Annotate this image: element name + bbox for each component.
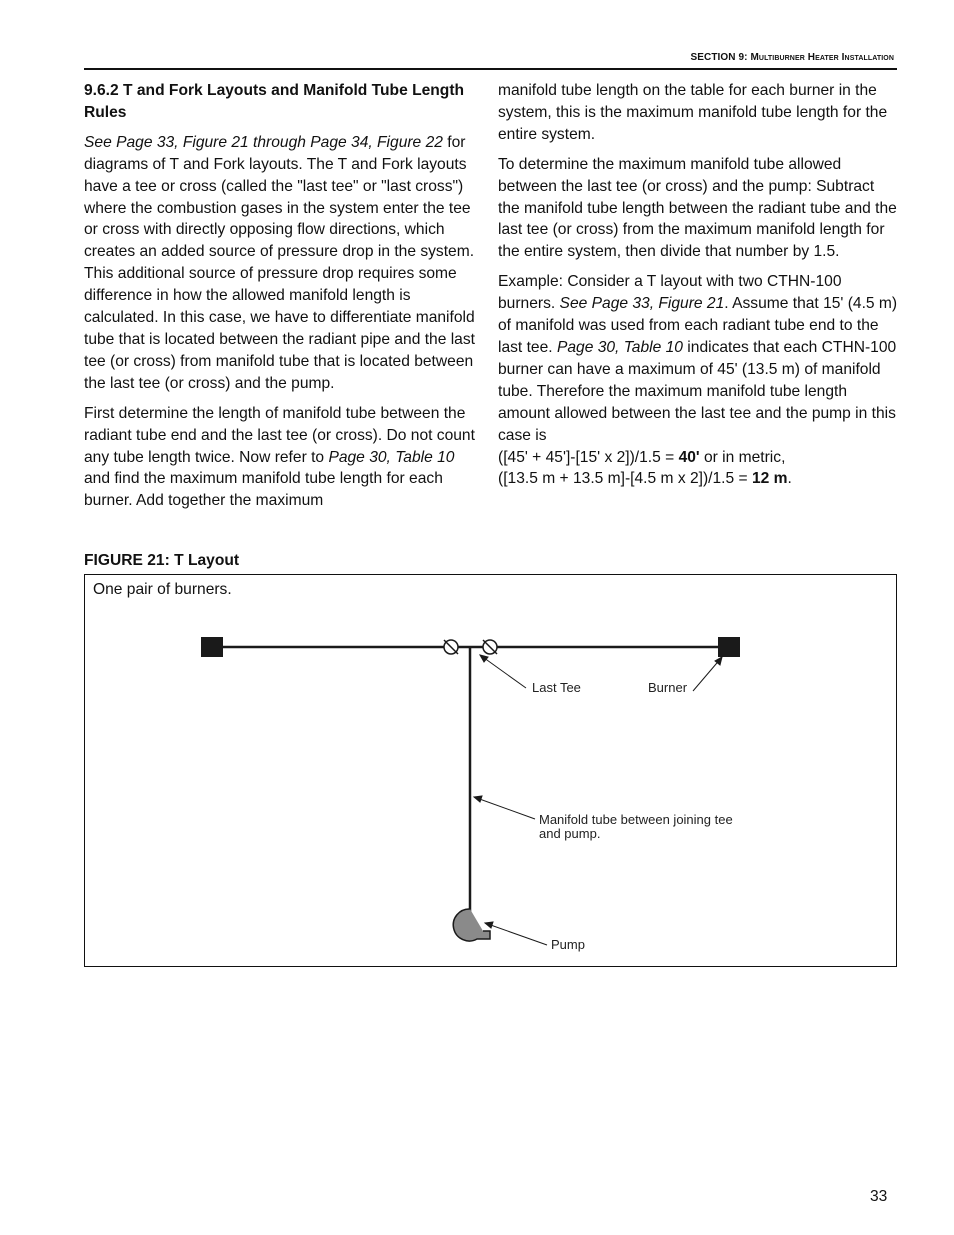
right-paragraph-1: manifold tube length on the table for each burner in the system, this is the maximum manifold tube length for the entire system. bbox=[498, 82, 888, 143]
left-paragraph-1: See Page 33, Figure 21 through Page 34, Figure 22 for diagrams of T and Fork layouts. The T and Fork layouts have a tee or cross (called the "last tee" or "last cross") where the combustion gases in the system enter the tee or cross with directly opposing flow directions, which creates an added source of pressure drop in the system. This additional source of pressure drop requires some difference in how the allowed manifold length is calculated. In this case, we have to differentiate manifold tube that is located between the radiant pipe and the last tee (or cross) from manifold tube that is located between the last tee (or cross) and the pump. bbox=[84, 133, 475, 392]
pump-arrowhead bbox=[485, 922, 493, 928]
pump-leader bbox=[485, 923, 547, 945]
last-tee-coupling-left bbox=[444, 640, 458, 654]
figure-title: FIGURE 21: T Layout bbox=[84, 552, 240, 569]
figure-reference: See Page 33, Figure 21 through Page 34, Figure 22 bbox=[84, 133, 443, 151]
section-prefix: SECTION 9: bbox=[690, 52, 751, 63]
label-manifold-line1: Manifold tube between joining tee bbox=[539, 812, 733, 827]
section-heading: 9.6.2 T and Fork Layouts and Manifold Tube Length Rules bbox=[84, 82, 465, 121]
header-rule bbox=[84, 68, 897, 70]
left-burner bbox=[201, 637, 223, 657]
label-burner: Burner bbox=[648, 680, 688, 695]
label-pump: Pump bbox=[551, 937, 585, 952]
left-paragraph-2: First determine the length of manifold tube between the radiant tube end and the last tee (or cross). Do not count any tube length twice. Now refer to Page 30, Table 10 and find the maximum manifold tube length for each burner. Add together the maximum bbox=[84, 404, 475, 510]
last-tee-coupling-right bbox=[483, 640, 497, 654]
right-paragraph-2: To determine the maximum manifold tube allowed between the last tee (or cross) and the pump: Subtract the manifold tube length between the radiant tube and the last tee (or cross) from the maximum manifold length for the entire system, then divide that number by 1.5. bbox=[498, 155, 897, 261]
table-reference: Page 30, Table 10 bbox=[328, 448, 455, 466]
label-manifold-line2: and pump. bbox=[539, 826, 601, 841]
manifold-leader bbox=[474, 797, 535, 819]
right-burner bbox=[718, 637, 740, 657]
left-column bbox=[84, 80, 484, 520]
t-layout-diagram bbox=[85, 575, 896, 966]
label-last-tee: Last Tee bbox=[532, 680, 581, 695]
section-header bbox=[84, 52, 894, 63]
page-number: 33 bbox=[870, 1188, 888, 1205]
right-column bbox=[498, 80, 900, 490]
formula-imperial: ([45' + 45']-[15' x 2])/1.5 = 40' or in metric, bbox=[498, 448, 786, 466]
last-tee-leader bbox=[480, 655, 526, 688]
right-paragraph-3: Example: Consider a T layout with two CTHN-100 burners. See Page 33, Figure 21. Assume that 15' (4.5 m) of manifold was used from each radiant tube end to the last tee. Page 30, Table 10 indicates that each CTHN-100 burner can have a maximum of 45' (13.5 m) of manifold tube. Therefore the maximum manifold tube length amount allowed between the last tee and the pump in this case is bbox=[498, 273, 898, 444]
last-tee-arrowhead bbox=[480, 655, 488, 662]
figure-box bbox=[84, 574, 897, 967]
pump-icon bbox=[453, 909, 490, 941]
section-title: Multiburner Heater Installation bbox=[750, 52, 894, 63]
manifold-arrowhead bbox=[474, 796, 482, 802]
formula-metric: ([13.5 m + 13.5 m]-[4.5 m x 2])/1.5 = 12 m. bbox=[498, 470, 792, 488]
figure-caption: One pair of burners. bbox=[93, 581, 232, 598]
